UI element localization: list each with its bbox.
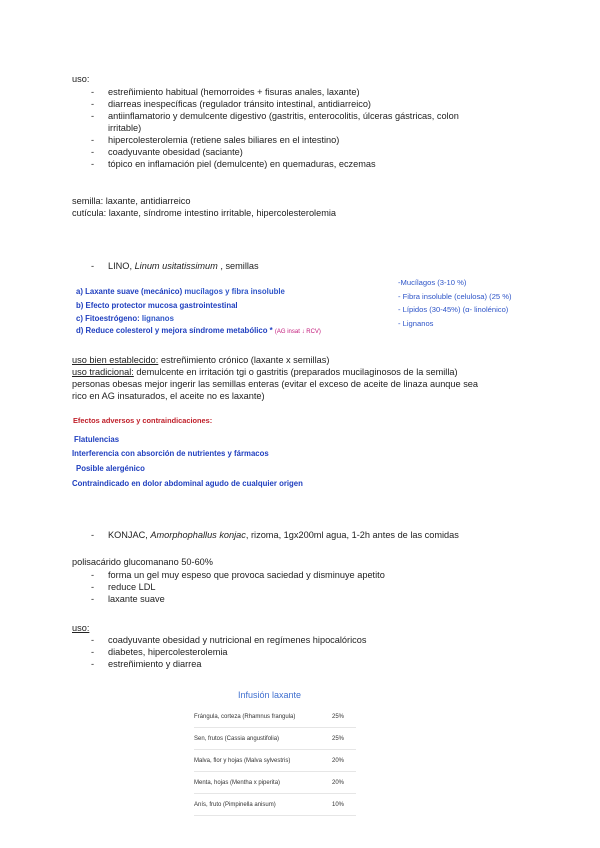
table-cell-name: Sen, frutos (Cassia angustifolia) xyxy=(194,735,280,742)
efecto-item: Interferencia con absorción de nutrientes y fármacos xyxy=(72,449,269,458)
list-item: - forma un gel muy espeso que provoca saciedad y disminuye apetito xyxy=(91,570,385,580)
table-cell-pct: 20% xyxy=(332,757,345,764)
lino-prop-b: b) Efecto protector mucosa gastrointestinal xyxy=(76,301,238,310)
table-row xyxy=(194,772,356,794)
list-item: - tópico en inflamación piel (demulcente) en quemaduras, eczemas xyxy=(91,159,376,169)
konjac-bullet: - xyxy=(91,530,95,540)
composition-item: - Lípidos (30-45%) (α- linolénico) xyxy=(398,305,509,314)
list-item: - diabetes, hipercolesterolemia xyxy=(91,647,228,657)
cuticula-line: cutícula: laxante, síndrome intestino irritable, hipercolesterolemia xyxy=(72,208,337,218)
table-row xyxy=(194,794,356,816)
infusion-table-title: Infusión laxante xyxy=(238,690,302,700)
uso-list-1 xyxy=(91,86,459,170)
list-item: - antiinflamatorio y demulcente digestivo (gastritis, enterocolitis, úlceras gástricas, colon xyxy=(91,111,459,121)
list-item: - hipercolesterolemia (retiene sales biliares en el intestino) xyxy=(91,135,340,145)
table-row xyxy=(194,706,356,728)
table-row xyxy=(194,750,356,772)
uso-list-2 xyxy=(91,634,367,670)
table-cell-name: Malva, flor y hojas (Malva sylvestris) xyxy=(194,757,291,764)
uso-bien-establecido: uso bien establecido: estreñimiento crónico (laxante x semillas) xyxy=(72,355,330,365)
konjac-heading: KONJAC, Amorphophallus konjac, rizoma, 1gx200ml agua, 1-2h antes de las comidas xyxy=(108,530,459,540)
list-item: - estreñimiento y diarrea xyxy=(91,659,202,669)
uso-heading-1: uso: xyxy=(72,74,90,84)
table-cell-name: Anís, fruto (Pimpinella anisum) xyxy=(194,801,276,808)
uso-tradicional: uso tradicional: demulcente en irritación tgi o gastritis (preparados mucilaginosos de la semilla) xyxy=(72,367,458,377)
composition-item: -Mucílagos (3-10 %) xyxy=(398,278,467,287)
lino-prop-c: c) Fitoestrógeno: lignanos xyxy=(76,314,174,323)
list-item: - diarreas inespecíficas (regulador tránsito intestinal, antidiarreico) xyxy=(91,99,371,109)
efecto-item: Contraindicado en dolor abdominal agudo de cualquier origen xyxy=(72,479,303,488)
semilla-line: semilla: laxante, antidiarreico xyxy=(72,196,191,206)
lino-composition xyxy=(398,276,512,330)
efecto-item: Posible alergénico xyxy=(76,464,145,473)
table-cell-pct: 25% xyxy=(332,735,345,742)
lino-prop-a: a) Laxante suave (mecánico) mucílagos y fibra insoluble xyxy=(76,287,285,296)
table-cell-name: Frángula, corteza (Rhamnus frangula) xyxy=(194,713,296,720)
composition-item: - Lignanos xyxy=(398,318,434,328)
lino-prop-d: d) Reduce colesterol y mejora síndrome metabólico * (AG insat ↓ RCV) xyxy=(76,326,321,335)
list-item: - coadyuvante obesidad (saciante) xyxy=(91,147,243,157)
uso-heading-2: uso: xyxy=(72,623,90,633)
composition-item: - Fibra insoluble (celulosa) (25 %) xyxy=(398,291,512,301)
polisacarido-line: polisacárido glucomanano 50-60% xyxy=(72,557,213,567)
table-cell-pct: 10% xyxy=(332,801,345,808)
table-cell-pct: 25% xyxy=(332,713,345,720)
list-item: - estreñimiento habitual (hemorroides + fisuras anales, laxante) xyxy=(91,87,360,97)
infusion-table xyxy=(194,706,356,816)
lino-bullet: - xyxy=(91,261,95,271)
table-cell-name: Menta, hojas (Mentha x piperita) xyxy=(194,779,281,786)
list-item: - coadyuvante obesidad y nutricional en regímenes hipocalóricos xyxy=(91,635,367,645)
table-cell-pct: 20% xyxy=(332,779,345,786)
table-row xyxy=(194,728,356,750)
list-item: - laxante suave xyxy=(91,594,165,604)
list-item-continuation: irritable) xyxy=(108,123,142,133)
list-item: - reduce LDL xyxy=(91,582,156,592)
lino-heading: LINO, Linum usitatissimum , semillas xyxy=(108,261,259,271)
efecto-item: Flatulencias xyxy=(74,435,120,444)
konjac-props-list xyxy=(91,569,385,605)
efectos-title: Efectos adversos y contraindicaciones: xyxy=(73,416,213,425)
obesas-line-1: personas obesas mejor ingerir las semillas enteras (evitar el exceso de aceite de linaza aunque sea xyxy=(72,379,479,389)
obesas-line-2: rico en AG insaturados, el aceite no es laxante) xyxy=(72,391,265,401)
